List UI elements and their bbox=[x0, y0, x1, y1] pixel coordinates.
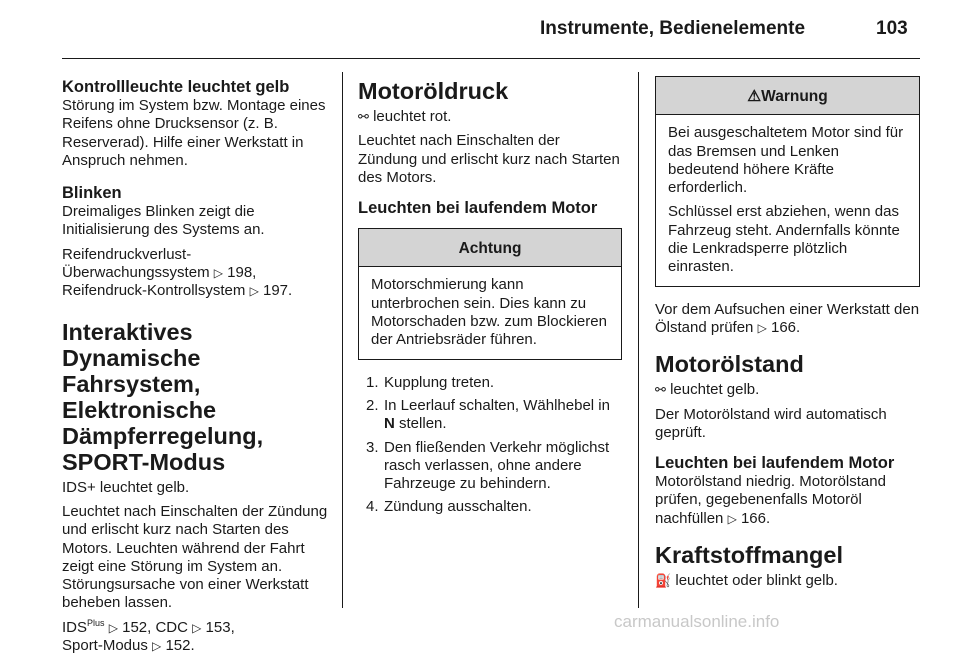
paragraph: Vor dem Aufsuchen einer Werkstatt den Ölstand prüfen ▷ 166. bbox=[655, 300, 920, 336]
cross-reference: Reifendruckverlust-Überwachungssystem ▷ 198, Reifendruck-Kontrollsystem ▷ 197. bbox=[62, 245, 293, 300]
heading-leuchten-laufend: Leuchten bei laufendem Motor bbox=[358, 199, 598, 218]
page-ref-arrow-icon: ▷ bbox=[727, 511, 737, 526]
paragraph: Störung im System bzw. Montage eines Reifens ohne Drucksensor (z. B. Reserverad). Hilfe einer Werkstatt in Anspruch nehmen. bbox=[62, 97, 326, 169]
list-item: 1. Kupplung treten. bbox=[366, 373, 495, 391]
heading-motoroelstand: Motorölstand bbox=[655, 351, 804, 378]
column-right bbox=[655, 78, 920, 590]
paragraph: ⛽ leuchtet oder blinkt gelb. bbox=[655, 572, 838, 590]
achtung-box bbox=[358, 228, 622, 359]
paragraph: Bei ausgeschaltetem Motor sind für das Bremsen und Lenken bedeutend höhere Kräfte erforderlich. bbox=[668, 124, 904, 197]
cross-reference: $IDS^{Plus}$ ▷ 152, CDC ▷ 153, Sport-Modus ▷ 152. bbox=[62, 617, 235, 655]
achtung-text: Motorschmierung kann unterbrochen sein. Dies kann zu Motorschaden bzw. zum Blockieren der Antriebsräder führen. bbox=[371, 276, 607, 349]
heading-motoroeldruck: Motoröldruck bbox=[358, 78, 509, 104]
heading-ids-plus: Interaktives Dynamische Fahrsystem, Elektronische Dämpferregelung, SPORT-Modus bbox=[62, 318, 264, 475]
page-header-title: Instrumente, Bedienelemente bbox=[540, 18, 806, 39]
paragraph: Schlüssel erst abziehen, wenn das Fahrzeug steht. Andernfalls könnte die Lenkradsperre plötzlich einrasten. bbox=[668, 203, 900, 276]
page-ref-arrow-icon: ▷ bbox=[249, 284, 259, 299]
heading-kontrollleuchte-gelb: Kontrollleuchte leuchtet gelb bbox=[62, 78, 290, 96]
steps-list bbox=[358, 374, 622, 517]
warnung-body bbox=[656, 115, 919, 285]
list-item: 4. Zündung ausschalten. bbox=[366, 498, 532, 516]
paragraph: Leuchtet nach Einschalten der Zündung und erlischt kurz nach Starten des Motors. bbox=[358, 132, 620, 186]
page-ref-arrow-icon: ▷ bbox=[213, 266, 223, 281]
column-middle bbox=[358, 78, 622, 517]
header-rule bbox=[62, 58, 920, 59]
paragraph: ⚯ leuchtet rot. bbox=[358, 108, 452, 125]
paragraph: Dreimaliges Blinken zeigt die Initialisierung des Systems an. bbox=[62, 203, 265, 239]
paragraph: Der Motorölstand wird automatisch geprüft. bbox=[655, 405, 887, 441]
page-ref-arrow-icon: ▷ bbox=[757, 320, 767, 335]
column-divider bbox=[638, 72, 639, 608]
warnung-box bbox=[655, 76, 920, 287]
list-item: 2. In Leerlauf schalten, Wählhebel in N stellen. bbox=[366, 396, 610, 433]
heading-kraftstoffmangel: Kraftstoffmangel bbox=[655, 542, 844, 569]
watermark: carmanualsonline.info bbox=[614, 612, 780, 631]
list-item: 3. Den fließenden Verkehr möglichst rasch verlassen, ohne andere Fahrzeuge zu behindern. bbox=[366, 438, 610, 493]
achtung-title: Achtung bbox=[359, 229, 621, 267]
oil-level-icon: ⚯ bbox=[655, 382, 666, 398]
column-left bbox=[62, 78, 337, 655]
page-ref-arrow-icon: ▷ bbox=[108, 620, 118, 635]
page-ref-arrow-icon: ▷ bbox=[152, 639, 162, 654]
column-divider bbox=[342, 72, 343, 608]
paragraph: Motorölstand niedrig. Motorölstand prüfen, gegebenenfalls Motoröl nachfüllen ▷ 166. bbox=[655, 473, 886, 527]
heading-leuchten-laufend: Leuchten bei laufendem Motor bbox=[655, 454, 895, 473]
warning-triangle-icon: ⚠ bbox=[747, 88, 762, 105]
page-ref-arrow-icon: ▷ bbox=[192, 620, 202, 635]
fuel-pump-icon: ⛽ bbox=[655, 573, 672, 589]
paragraph: ⚯ leuchtet gelb. bbox=[655, 381, 760, 399]
paragraph: IDS+ leuchtet gelb. bbox=[62, 478, 190, 496]
heading-blinken: Blinken bbox=[62, 184, 122, 203]
paragraph: Leuchtet nach Einschalten der Zündung und erlischt kurz nach Starten des Motors. Leuchten während der Fahrt zeigt eine Störung im System an. Störungsursache von einer Werkstatt beheben lassen. bbox=[62, 502, 328, 612]
oil-pressure-icon: ⚯ bbox=[358, 109, 369, 124]
warnung-header: ⚠Warnung bbox=[656, 77, 919, 115]
page-number: 103 bbox=[876, 18, 908, 39]
